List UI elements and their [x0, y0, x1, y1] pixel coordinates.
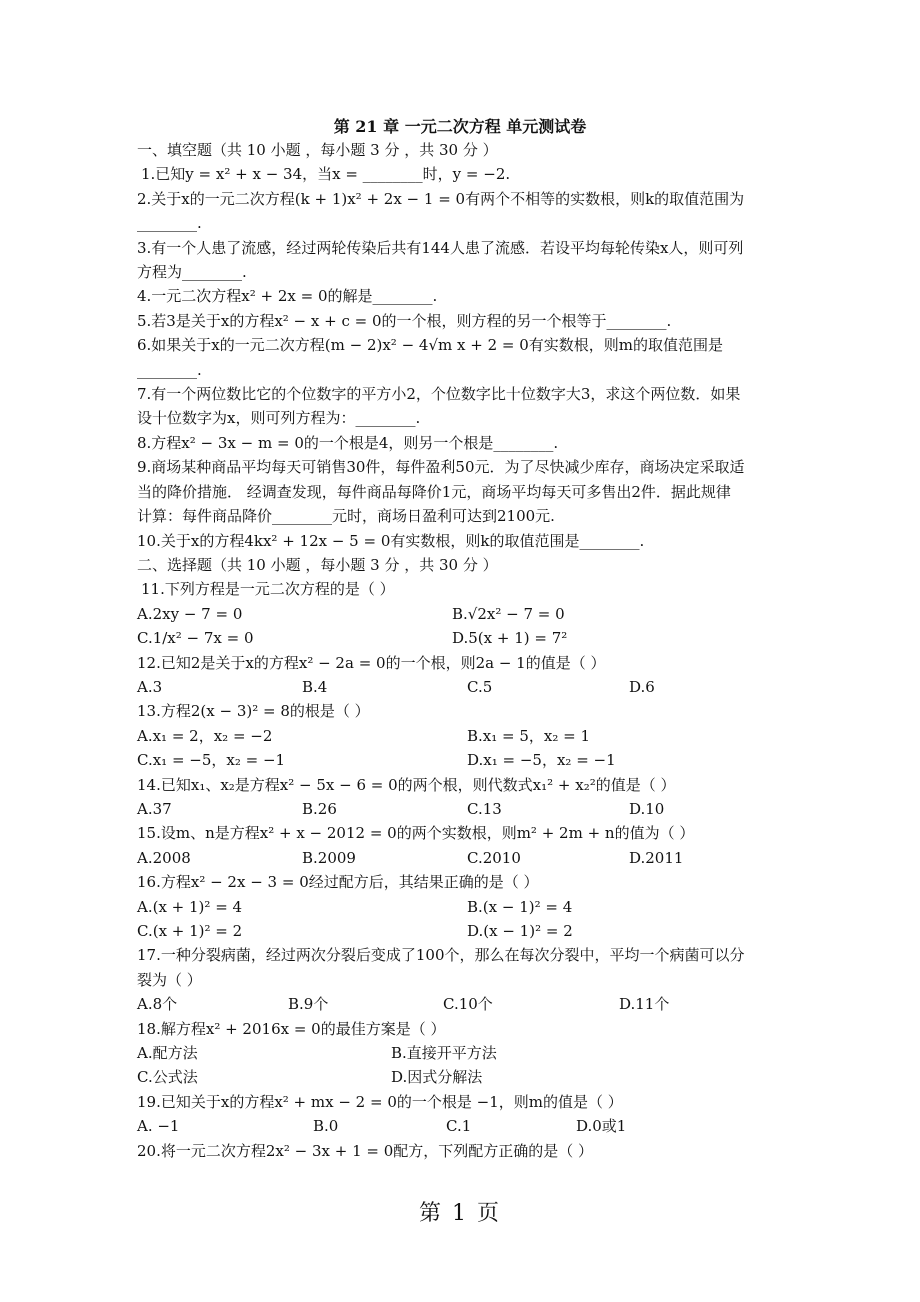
question-18: 18.解方程x² + 2016x = 0的最佳方案是（ ）: [137, 1019, 446, 1038]
question-16: 16.方程x² − 2x − 3 = 0经过配方后，其结果正确的是（ ）: [137, 873, 539, 892]
option-a: A.2008: [137, 848, 191, 867]
option-b: B.2009: [302, 848, 356, 867]
option-d: D.5(x + 1) = 7²: [452, 629, 568, 648]
option-b: B.4: [302, 677, 328, 696]
option-a: A.3: [137, 677, 163, 696]
question-18-options-row2: [137, 1065, 783, 1089]
section-fill-in-heading: 一、填空题（共 10 小题 ，每小题 3 分 ，共 30 分 ）: [137, 141, 498, 159]
option-a: A.(x + 1)² = 4: [137, 897, 243, 916]
question-15: 15.设m、n是方程x² + x − 2012 = 0的两个实数根，则m² + 2m + n的值为（ ）: [137, 824, 695, 843]
question-13: 13.方程2(x − 3)² = 8的根是（ ）: [137, 702, 370, 721]
question-5: 5.若3是关于x的方程x² − x + c = 0的一个根，则方程的另一个根等于________.: [137, 311, 672, 330]
question-13-options-row1: [137, 724, 783, 748]
question-6-blank: ________.: [137, 360, 202, 379]
section-choice-heading: 二、选择题（共 10 小题 ，每小题 3 分 ，共 30 分 ）: [137, 555, 498, 574]
page-title: 第 21 章 一元二次方程 单元测试卷: [333, 117, 587, 136]
option-b: B.√2x² − 7 = 0: [452, 604, 565, 623]
option-c: C.13: [467, 799, 502, 818]
question-8: 8.方程x² − 3x − m = 0的一个根是4，则另一个根是________.: [137, 433, 559, 452]
question-4: 4.一元二次方程x² + 2x = 0的解是________.: [137, 287, 438, 306]
option-a: A.8个: [137, 995, 178, 1014]
question-content: [137, 138, 783, 1163]
question-9: 9.商场某种商品平均每天可销售30件，每件盈利50元．为了尽快减少库存，商场决定采取适: [137, 458, 745, 477]
question-7-cont: 设十位数字为x，则可列方程为：________.: [137, 409, 421, 428]
question-6: 6.如果关于x的一元二次方程(m − 2)x² − 4√m x + 2 = 0有实数根，则m的取值范围是: [137, 336, 723, 355]
option-c: C.公式法: [137, 1068, 198, 1087]
option-d: D.0或1: [576, 1117, 627, 1136]
question-7: 7.有一个两位数比它的个位数字的平方小2，个位数字比十位数字大3，求这个两位数．如果: [137, 385, 741, 404]
question-3-cont: 方程为________.: [137, 263, 247, 282]
option-d: D.x₁ = −5，x₂ = −1: [467, 751, 616, 770]
question-12-options: [137, 675, 783, 699]
option-c: C.1: [446, 1117, 472, 1136]
question-14-options: [137, 797, 783, 821]
option-b: B.9个: [288, 995, 329, 1014]
option-c: C.2010: [467, 848, 521, 867]
option-a: A.37: [137, 799, 172, 818]
option-a: A.x₁ = 2，x₂ = −2: [137, 726, 273, 745]
question-12: 12.已知2是关于x的方程x² − 2a = 0的一个根，则2a − 1的值是（ ）: [137, 653, 606, 672]
question-16-options-row2: [137, 919, 783, 943]
question-11-options-row2: [137, 626, 783, 650]
option-d: D.11个: [619, 995, 670, 1014]
question-17: 17.一种分裂病菌，经过两次分裂后变成了100个，那么在每次分裂中，平均一个病菌可以分: [137, 946, 745, 965]
option-c: C.10个: [443, 995, 493, 1014]
question-3: 3.有一个人患了流感，经过两轮传染后共有144人患了流感．若设平均每轮传染x人，则可列: [137, 238, 744, 257]
question-9-cont: 当的降价措施． 经调查发现，每件商品每降价1元，商场平均每天可多售出2件．据此规律: [137, 482, 731, 501]
question-19-options: [137, 1114, 783, 1138]
option-b: B.直接开平方法: [391, 1044, 497, 1063]
page-number: 第 1 页: [419, 1201, 501, 1226]
option-b: B.x₁ = 5，x₂ = 1: [467, 726, 591, 745]
question-19: 19.已知关于x的方程x² + mx − 2 = 0的一个根是 −1，则m的值是（ ）: [137, 1092, 623, 1111]
option-d: D.因式分解法: [391, 1068, 483, 1087]
question-14: 14.已知x₁、x₂是方程x² − 5x − 6 = 0的两个根，则代数式x₁² + x₂²的值是（ ）: [137, 775, 676, 794]
question-17-cont: 裂为（ ）: [137, 970, 202, 989]
question-18-options-row1: [137, 1041, 783, 1065]
option-d: D.(x − 1)² = 2: [467, 922, 573, 940]
question-17-options: [137, 992, 783, 1016]
question-11-options-row1: [137, 602, 783, 626]
question-9-cont2: 计算：每件商品降价________元时，商场日盈利可达到2100元.: [137, 507, 555, 526]
option-d: D.2011: [629, 848, 684, 867]
option-b: B.0: [313, 1117, 339, 1136]
option-d: D.6: [629, 677, 655, 696]
option-a: A.配方法: [137, 1044, 198, 1063]
question-2-blank: ________.: [137, 214, 202, 233]
option-b: B.(x − 1)² = 4: [467, 897, 573, 916]
question-20: 20.将一元二次方程2x² − 3x + 1 = 0配方，下列配方正确的是（ ）: [137, 1141, 594, 1160]
option-d: D.10: [629, 799, 665, 818]
option-a: A. −1: [137, 1117, 180, 1136]
option-c: C.5: [467, 677, 493, 696]
question-13-options-row2: [137, 748, 783, 772]
option-a: A.2xy − 7 = 0: [137, 604, 243, 623]
question-11: 11.下列方程是一元二次方程的是（ ）: [141, 580, 395, 599]
option-b: B.26: [302, 799, 337, 818]
question-2: 2.关于x的一元二次方程(k + 1)x² + 2x − 1 = 0有两个不相等的实数根，则k的取值范围为: [137, 189, 745, 208]
question-16-options-row1: [137, 895, 783, 919]
option-c: C.(x + 1)² = 2: [137, 922, 243, 940]
question-15-options: [137, 846, 783, 870]
option-c: C.x₁ = −5，x₂ = −1: [137, 751, 286, 770]
question-10: 10.关于x的方程4kx² + 12x − 5 = 0有实数根，则k的取值范围是________.: [137, 531, 645, 550]
option-c: C.1/x² − 7x = 0: [137, 629, 254, 648]
question-1: 1.已知y = x² + x − 34，当x = ________时，y = −2.: [141, 165, 511, 184]
